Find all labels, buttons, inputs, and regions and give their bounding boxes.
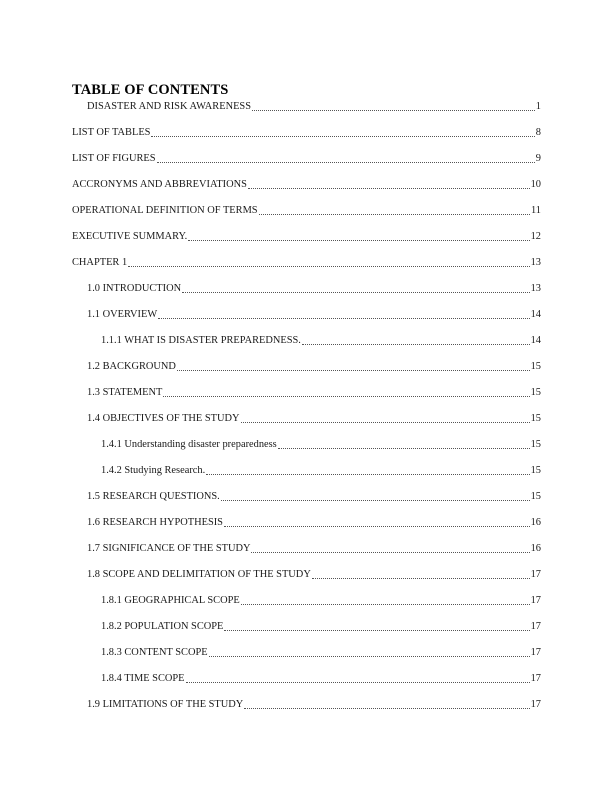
- toc-entry-label: LIST OF FIGURES: [72, 153, 156, 164]
- dot-leader: [182, 282, 530, 293]
- toc-entry-label: ACCRONYMS AND ABBREVIATIONS: [72, 179, 247, 190]
- toc-entry[interactable]: [87, 360, 541, 374]
- toc-entry-label: 1.8.2 POPULATION SCOPE: [101, 621, 224, 632]
- dot-leader: [188, 230, 529, 241]
- toc-entry[interactable]: [87, 282, 541, 296]
- toc-entry[interactable]: [87, 698, 541, 712]
- dot-leader: [209, 646, 530, 657]
- toc-entry-page: 15: [530, 413, 541, 424]
- dot-leader: [177, 360, 530, 371]
- toc-entry-label: 1.0 INTRODUCTION: [87, 283, 182, 294]
- toc-entry-page: 8: [535, 127, 541, 138]
- toc-entry[interactable]: [101, 438, 541, 452]
- dot-leader: [158, 308, 529, 319]
- dot-leader: [248, 178, 530, 189]
- dot-leader: [224, 620, 529, 631]
- toc-entry-label: 1.4.2 Studying Research.: [101, 465, 206, 476]
- toc-entry-page: 17: [530, 569, 541, 580]
- toc-entry[interactable]: [87, 542, 541, 556]
- toc-entry-page: 17: [530, 595, 541, 606]
- toc-entry-page: 10: [530, 179, 541, 190]
- toc-entry-page: 13: [530, 283, 541, 294]
- toc-entry[interactable]: [87, 412, 541, 426]
- toc-entry-page: 13: [530, 257, 541, 268]
- toc-entry[interactable]: [101, 464, 541, 478]
- dot-leader: [251, 542, 529, 553]
- toc-entry[interactable]: [101, 672, 541, 686]
- toc-entry-page: 12: [530, 231, 541, 242]
- toc-entry-page: 17: [530, 621, 541, 632]
- dot-leader: [312, 568, 530, 579]
- toc-entry[interactable]: [72, 204, 541, 218]
- dot-leader: [302, 334, 530, 345]
- toc-entry[interactable]: [87, 308, 541, 322]
- toc-entry-label: 1.2 BACKGROUND: [87, 361, 176, 372]
- toc-entry[interactable]: [87, 516, 541, 530]
- dot-leader: [259, 204, 530, 215]
- toc-entry-page: 1: [535, 101, 541, 112]
- toc-entry-page: 14: [530, 335, 541, 346]
- dot-leader: [157, 152, 535, 163]
- toc-entry-label: EXECUTIVE SUMMARY.: [72, 231, 188, 242]
- toc-entry-label: 1.5 RESEARCH QUESTIONS.: [87, 491, 220, 502]
- toc-entry-page: 17: [530, 673, 541, 684]
- toc-entry-label: 1.4.1 Understanding disaster preparedness: [101, 439, 277, 450]
- toc-entry[interactable]: [101, 646, 541, 660]
- dot-leader: [186, 672, 530, 683]
- toc-entry-page: 15: [530, 465, 541, 476]
- dot-leader: [163, 386, 529, 397]
- toc-entry-page: 15: [530, 439, 541, 450]
- toc-entry-label: 1.8.3 CONTENT SCOPE: [101, 647, 208, 658]
- toc-entry[interactable]: [101, 620, 541, 634]
- toc-entry-label: DISASTER AND RISK AWARENESS: [87, 101, 251, 112]
- toc-entry-page: 15: [530, 491, 541, 502]
- toc-entry-page: 14: [530, 309, 541, 320]
- toc-entry-page: 11: [530, 205, 541, 216]
- dot-leader: [221, 490, 530, 501]
- dot-leader: [252, 100, 535, 111]
- toc-entry-label: LIST OF TABLES: [72, 127, 151, 138]
- toc-entry[interactable]: [101, 334, 541, 348]
- toc-title: TABLE OF CONTENTS: [72, 82, 229, 98]
- toc-entry-page: 15: [530, 387, 541, 398]
- toc-entry-label: 1.9 LIMITATIONS OF THE STUDY: [87, 699, 244, 710]
- toc-entry-label: 1.7 SIGNIFICANCE OF THE STUDY: [87, 543, 251, 554]
- toc-entry[interactable]: [72, 230, 541, 244]
- toc-entry-label: 1.6 RESEARCH HYPOTHESIS: [87, 517, 223, 528]
- toc-entry[interactable]: [72, 152, 541, 166]
- toc-entry-page: 16: [530, 543, 541, 554]
- dot-leader: [244, 698, 529, 709]
- toc-entry[interactable]: [72, 256, 541, 270]
- dot-leader: [241, 594, 530, 605]
- toc-entry-label: 1.4 OBJECTIVES OF THE STUDY: [87, 413, 240, 424]
- dot-leader: [206, 464, 529, 475]
- toc-entry-page: 9: [535, 153, 541, 164]
- toc-entry-page: 15: [530, 361, 541, 372]
- toc-entry-page: 16: [530, 517, 541, 528]
- toc-entry[interactable]: [87, 100, 541, 114]
- toc-entry-label: 1.1.1 WHAT IS DISASTER PREPAREDNESS.: [101, 335, 301, 346]
- dot-leader: [241, 412, 530, 423]
- toc-entry[interactable]: [101, 594, 541, 608]
- dot-leader: [151, 126, 534, 137]
- toc-entry[interactable]: [87, 490, 541, 504]
- toc-entry[interactable]: [72, 178, 541, 192]
- toc-entry-label: OPERATIONAL DEFINITION OF TERMS: [72, 205, 258, 216]
- toc-entry[interactable]: [87, 568, 541, 582]
- toc-entry-label: 1.8 SCOPE AND DELIMITATION OF THE STUDY: [87, 569, 311, 580]
- toc-entry-label: 1.3 STATEMENT: [87, 387, 163, 398]
- dot-leader: [128, 256, 529, 267]
- dot-leader: [224, 516, 530, 527]
- toc-entry-label: 1.8.1 GEOGRAPHICAL SCOPE: [101, 595, 240, 606]
- toc-entry[interactable]: [87, 386, 541, 400]
- toc-entry-page: 17: [530, 647, 541, 658]
- toc-entry-page: 17: [530, 699, 541, 710]
- toc-entry-label: CHAPTER 1: [72, 257, 128, 268]
- toc-entry[interactable]: [72, 126, 541, 140]
- toc-entry-label: 1.1 OVERVIEW: [87, 309, 158, 320]
- dot-leader: [278, 438, 530, 449]
- toc-entry-label: 1.8.4 TIME SCOPE: [101, 673, 185, 684]
